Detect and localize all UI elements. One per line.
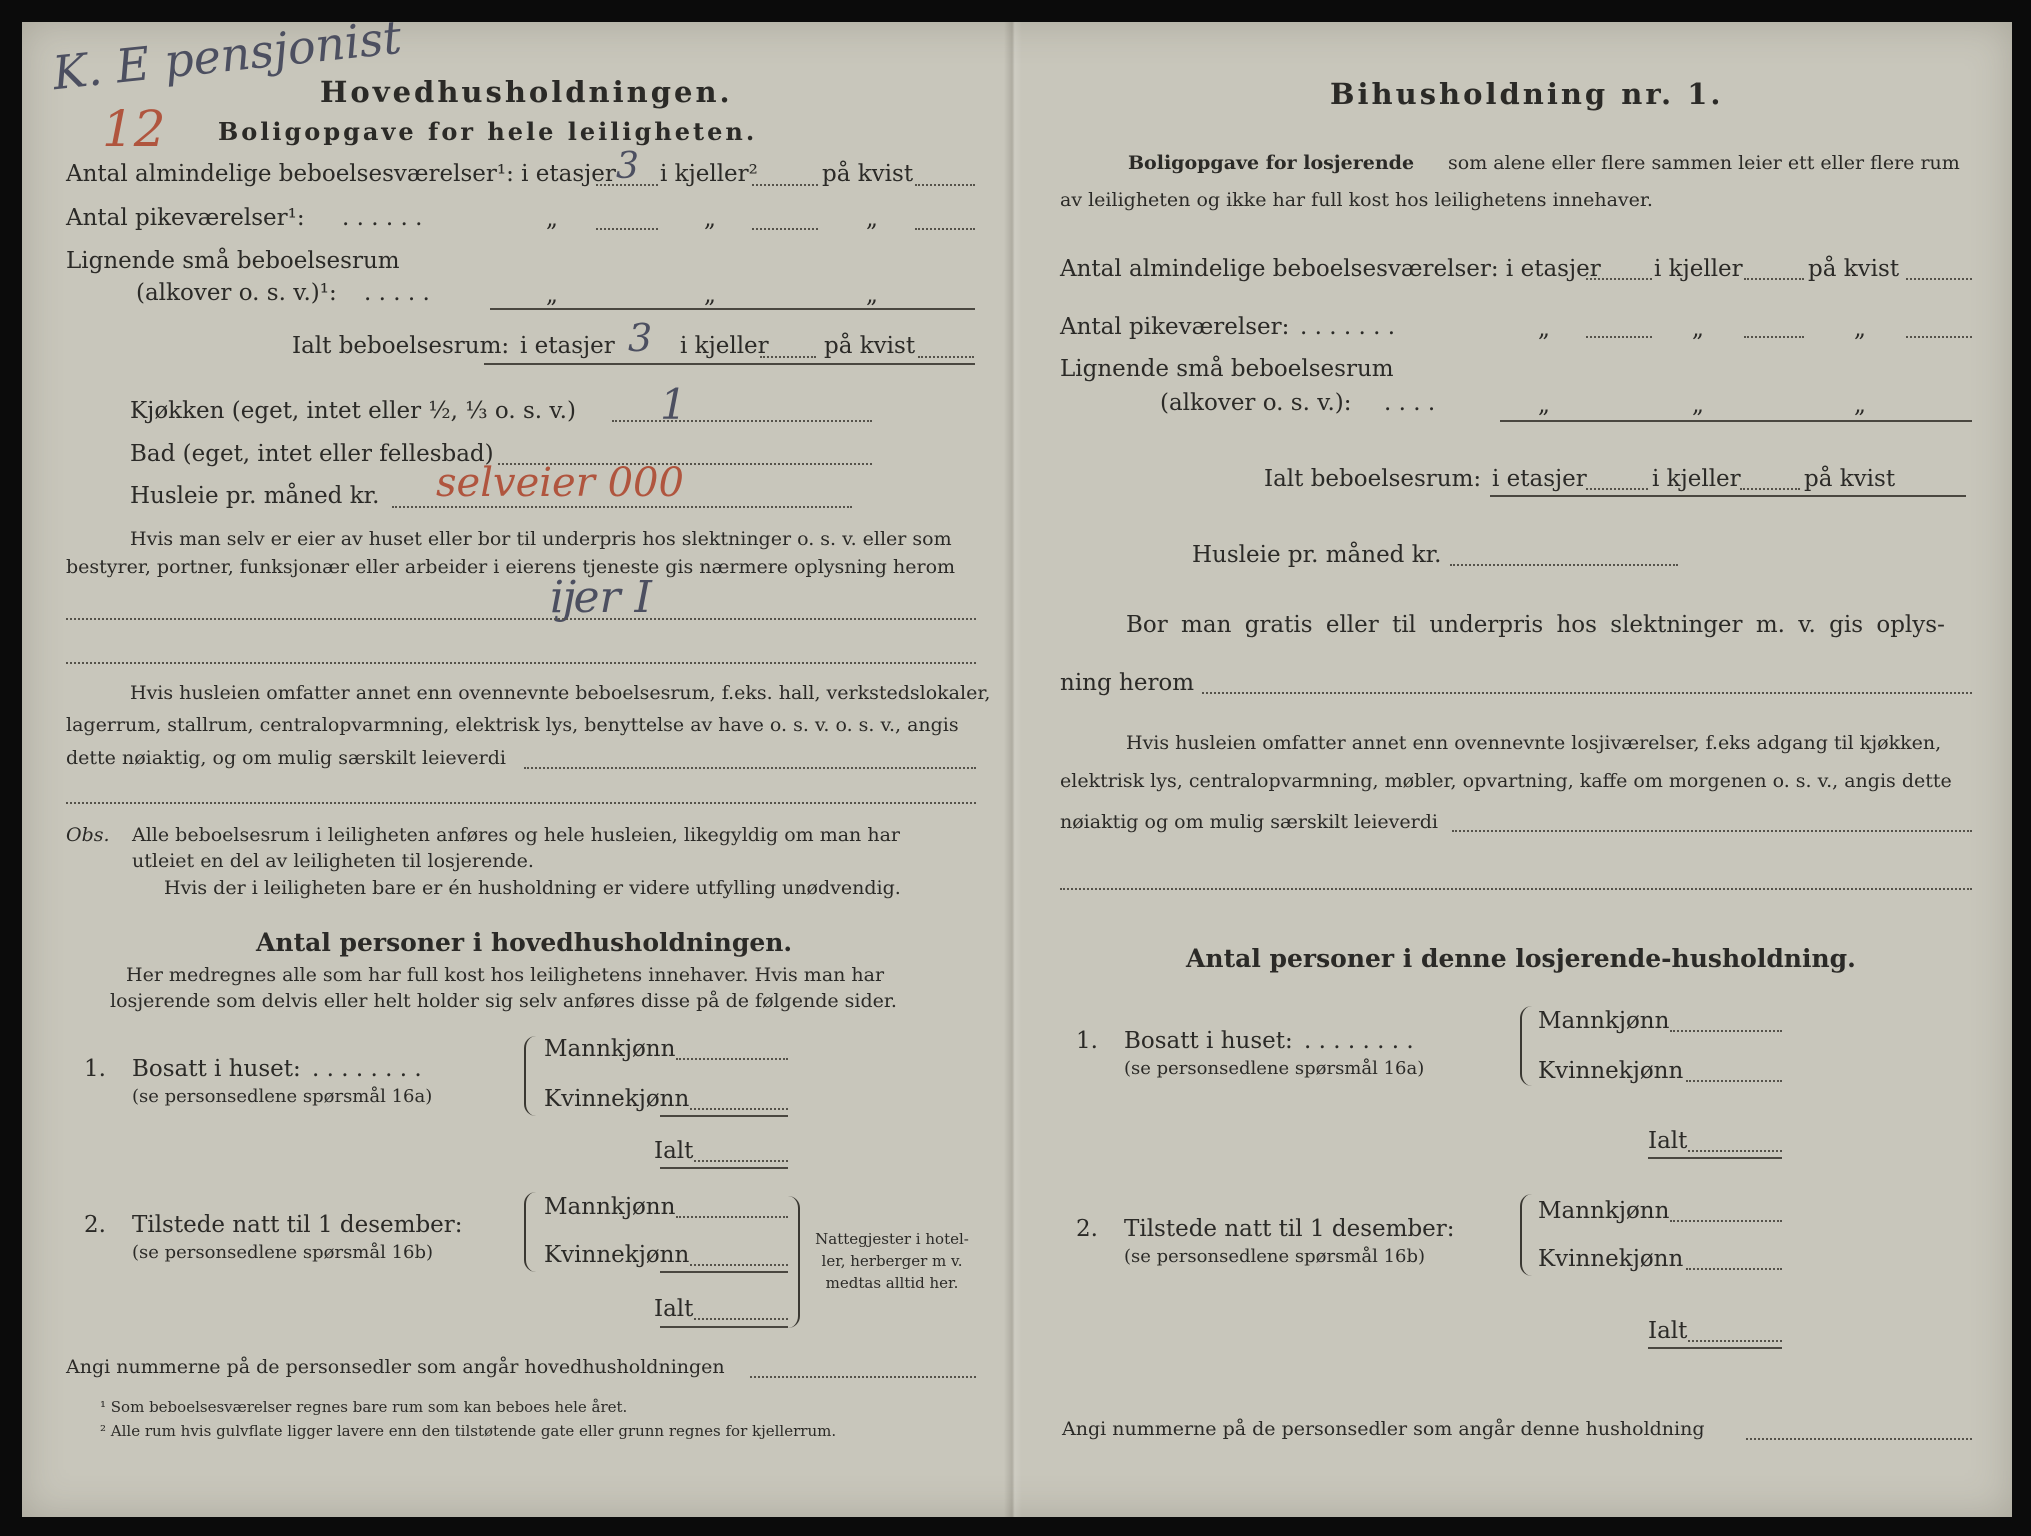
omfatter-text-2: lagerrum, stallrum, centralopvarmning, elektrisk lys, benyttelse av have o. s. v. o. s. v., angis [66,714,959,736]
right-q1-mann-label: Mannkjønn [1538,1008,1670,1034]
ditto-mark: „ [546,282,558,308]
pike-kvist-field[interactable] [915,228,975,230]
ialt-kjeller-label: i kjeller [680,333,769,359]
ditto-mark: „ [866,206,878,232]
right-kjeller-label: i kjeller [1654,256,1743,282]
ditto-mark: „ [1692,392,1704,418]
obs-text-2: utleiet en del av leiligheten til losjerende. [132,850,534,872]
pike-label: Antal pikeværelser¹: [66,205,305,231]
right-leieverdi-field-2[interactable] [1060,888,1972,890]
left-angi-label: Angi nummerne på de personsedler som angår hovedhusholdningen [66,1356,725,1378]
q2-sum-rule [660,1271,788,1273]
right-kvist-label: på kvist [1808,256,1900,282]
left-title: Hovedhusholdningen. [320,75,733,109]
right-pike-etasjer-field[interactable] [1586,336,1652,338]
gratis-text-1: Bor man gratis eller til underpris hos slektninger m. v. gis oplys- [1126,612,1945,638]
q1-brace [524,1036,536,1116]
husleie-field[interactable] [392,506,852,508]
q2-mann-label: Mannkjønn [544,1194,676,1220]
ditto-mark: „ [1854,316,1866,342]
ditto-mark: „ [704,206,716,232]
right-husleie-label: Husleie pr. måned kr. [1192,542,1442,568]
right-ialt-kjeller-label: i kjeller [1652,466,1741,492]
q2-kvinne-label: Kvinnekjønn [544,1242,690,1268]
right-pike-label: Antal pikeværelser: [1060,314,1290,340]
right-alkover-label: (alkover o. s. v.): [1160,390,1352,416]
ditto-mark: „ [866,282,878,308]
kjokken-field[interactable] [612,420,872,422]
ialt-etasjer-value: 3 [628,316,653,360]
right-q1-label: Bosatt i huset: [1124,1028,1293,1054]
q1-sum-rule [660,1115,788,1117]
intro-bold: Boligopgave for losjerende [1128,152,1415,174]
right-pike-kvist-field[interactable] [1906,336,1972,338]
omfatter-text-1: Hvis husleien omfatter annet enn ovennevnte beboelsesrum, f.eks. hall, verkstedslokaler, [130,682,991,704]
eier-field-1[interactable] [66,618,976,620]
right-angi-field[interactable] [1746,1438,1972,1440]
right-ialt-label: Ialt beboelsesrum: [1264,466,1482,492]
husleie-label: Husleie pr. måned kr. [130,483,380,509]
q1-number: 1. [84,1056,106,1082]
right-title: Bihusholdning nr. 1. [1330,77,1724,111]
ialt-etasjer-label: i etasjer [520,333,615,359]
q1-kvinne-label: Kvinnekjønn [544,1086,690,1112]
right-omfatter-1: Hvis husleien omfatter annet enn ovennevnte losjiværelser, f.eks adgang til kjøkken, [1126,732,1942,754]
nattegjester-note-2: ler, herberger m v. [821,1252,963,1270]
right-q1-kvinne-label: Kvinnekjønn [1538,1058,1684,1084]
q2-number: 2. [84,1212,106,1238]
q1-dots: . . . . . . . . [312,1056,422,1082]
kvist-label: på kvist [822,161,914,187]
footnote-1: ¹ Som beboelsesværelser regnes bare rum som kan beboes hele året. [100,1398,628,1416]
right-pike-dots: . . . . . . . [1300,314,1396,340]
q1-mann-field[interactable] [676,1058,788,1060]
q1-label: Bosatt i huset: [132,1056,301,1082]
ditto-mark: „ [546,206,558,232]
right-q1-kvinne-field[interactable] [1686,1080,1782,1082]
obs-text-1: Alle beboelsesrum i leiligheten anføres og hele husleien, likegyldig om man har [132,824,900,846]
right-q1-ialt-rule [1648,1157,1782,1159]
q2-ialt-rule [660,1326,788,1328]
page-fold [1004,22,1022,1517]
eier-text-2: bestyrer, portner, funksjonær eller arbeider i eierens tjeneste gis nærmere oplysning herom [66,556,956,578]
intro-text-1: som alene eller flere sammen leier ett eller flere rum [1448,152,1960,174]
q2-kvinne-field[interactable] [690,1264,788,1266]
q2-label: Tilstede natt til 1 desember: [132,1212,463,1238]
ialt-kvist-label: på kvist [824,333,916,359]
q2-mann-field[interactable] [676,1216,788,1218]
right-q1-number: 1. [1076,1028,1098,1054]
ditto-mark: „ [1538,316,1550,342]
left-subtitle: Boligopgave for hele leiligheten. [218,117,758,146]
right-q1-dots: . . . . . . . . [1304,1028,1414,1054]
kjeller-field[interactable] [752,184,818,186]
ditto-mark: „ [1538,392,1550,418]
pike-kjeller-field[interactable] [752,228,818,230]
leieverdi-field[interactable] [524,767,976,769]
right-q2-kvinne-field[interactable] [1686,1268,1782,1270]
gratis-field[interactable] [1202,692,1972,694]
right-omfatter-3: nøiaktig og om mulig særskilt leieverdi [1060,811,1438,833]
right-ialt-etasjer-field[interactable] [1586,488,1648,490]
right-leieverdi-field[interactable] [1452,830,1972,832]
ialt-underline [484,363,975,365]
right-q2-mann-label: Mannkjønn [1538,1198,1670,1224]
right-ialt-etasjer-label: i etasjer [1492,466,1587,492]
kjokken-value: 1 [660,380,687,429]
right-q1-brace [1520,1006,1532,1086]
alkover-underline [490,308,975,310]
right-persons-title: Antal personer i denne losjerende-husholdning. [1186,944,1856,973]
nattegjester-brace [788,1196,800,1328]
husleie-value: selveier 000 [436,460,684,506]
q1-mann-label: Mannkjønn [544,1036,676,1062]
right-husleie-field[interactable] [1450,564,1678,566]
q2-ialt-field[interactable] [694,1318,788,1320]
eier-text-1: Hvis man selv er eier av huset eller bor til underpris hos slektninger o. s. v. eller som [130,528,952,550]
q2-ialt-label: Ialt [654,1296,694,1322]
persons-text-1: Her medregnes alle som har full kost hos leilighetens innehaver. Hvis man har [126,964,885,986]
ialt-kvist-field[interactable] [918,356,974,358]
right-lignende-label: Lignende små beboelsesrum [1060,356,1394,382]
lignende-label: Lignende små beboelsesrum [66,248,400,274]
alkover-dots: . . . . . [364,280,430,306]
right-q2-brace [1520,1194,1532,1276]
omfatter-text-3: dette nøiaktig, og om mulig særskilt leieverdi [66,747,506,769]
right-ialt-kvist-label: på kvist [1804,466,1896,492]
persons-text-2: losjerende som delvis eller helt holder sig selv anføres disse på de følgende sider. [110,990,897,1012]
right-q2-ialt-rule [1648,1347,1782,1349]
ditto-mark: „ [1854,392,1866,418]
handwritten-household-number: 12 [102,100,166,158]
right-q2-mann-field[interactable] [1670,1220,1782,1222]
right-kvist-field[interactable] [1906,278,1972,280]
right-rooms-label: Antal almindelige beboelsesværelser: i etasjer [1060,256,1601,282]
right-pike-kjeller-field[interactable] [1744,336,1804,338]
ditto-mark: „ [704,282,716,308]
right-q1-mann-field[interactable] [1670,1030,1782,1032]
q1-sub: (se personsedlene spørsmål 16a) [132,1086,433,1107]
right-q2-ialt-field[interactable] [1688,1340,1782,1342]
q1-ialt-field[interactable] [694,1160,788,1162]
kjeller-label: i kjeller² [660,161,758,187]
nattegjester-note-1: Nattegjester i hotel- [815,1230,969,1248]
right-q2-number: 2. [1076,1216,1098,1242]
ditto-mark: „ [1692,316,1704,342]
nattegjester-note-3: medtas alltid her. [825,1274,959,1292]
pike-dots: . . . . . . [342,205,423,231]
ialt-kjeller-field[interactable] [760,356,816,358]
eier-handwritten-note: ĳer I [550,572,652,623]
right-ialt-underline [1490,495,1966,497]
q1-kvinne-field[interactable] [690,1108,788,1110]
right-alkover-dots: . . . . [1384,390,1436,416]
right-ialt-kjeller-field[interactable] [1740,488,1800,490]
right-q2-label: Tilstede natt til 1 desember: [1124,1216,1455,1242]
right-q2-ialt-label: Ialt [1648,1318,1688,1344]
etasjer-value: 3 [616,146,639,187]
alkover-label: (alkover o. s. v.)¹: [136,280,337,306]
rooms-label: Antal almindelige beboelsesværelser¹: i etasjer [66,161,616,187]
right-q1-ialt-field[interactable] [1688,1150,1782,1152]
q2-sub: (se personsedlene spørsmål 16b) [132,1242,434,1263]
left-angi-field[interactable] [750,1376,976,1378]
left-persons-title: Antal personer i hovedhusholdningen. [256,928,793,957]
q1-ialt-rule [660,1167,788,1169]
ialt-rooms-label: Ialt beboelsesrum: [292,333,510,359]
q2-brace [524,1192,536,1272]
right-q2-kvinne-label: Kvinnekjønn [1538,1246,1684,1272]
right-kjeller-field[interactable] [1744,278,1804,280]
pike-etasjer-field[interactable] [596,228,658,230]
leieverdi-field-2[interactable] [66,802,976,804]
gratis-text-2: ning herom [1060,670,1195,696]
obs-label: Obs. [66,824,110,846]
right-angi-label: Angi nummerne på de personsedler som angår denne husholdning [1062,1418,1705,1440]
right-q1-ialt-label: Ialt [1648,1128,1688,1154]
eier-field-2[interactable] [66,662,976,664]
handwritten-top-note: K. E pensjonist [50,9,404,101]
q1-ialt-label: Ialt [654,1138,694,1164]
right-etasjer-field[interactable] [1586,278,1652,280]
footnote-2: ² Alle rum hvis gulvflate ligger lavere enn den tilstøtende gate eller grunn regnes for kjellerrum. [100,1422,837,1440]
right-q2-sub: (se personsedlene spørsmål 16b) [1124,1246,1426,1267]
right-omfatter-2: elektrisk lys, centralopvarmning, møbler, opvartning, kaffe om morgenen o. s. v., angis dette [1060,770,1952,792]
right-q1-sub: (se personsedlene spørsmål 16a) [1124,1058,1425,1079]
intro-text-2: av leiligheten og ikke har full kost hos leilighetens innehaver. [1060,189,1653,211]
kvist-field[interactable] [915,184,975,186]
right-alkover-underline [1500,420,1972,422]
bad-label: Bad (eget, intet eller fellesbad) [130,441,494,467]
kjokken-label: Kjøkken (eget, intet eller ½, ⅓ o. s. v.) [130,398,576,424]
obs-text-3: Hvis der i leiligheten bare er én husholdning er videre utfylling unødvendig. [164,877,901,899]
